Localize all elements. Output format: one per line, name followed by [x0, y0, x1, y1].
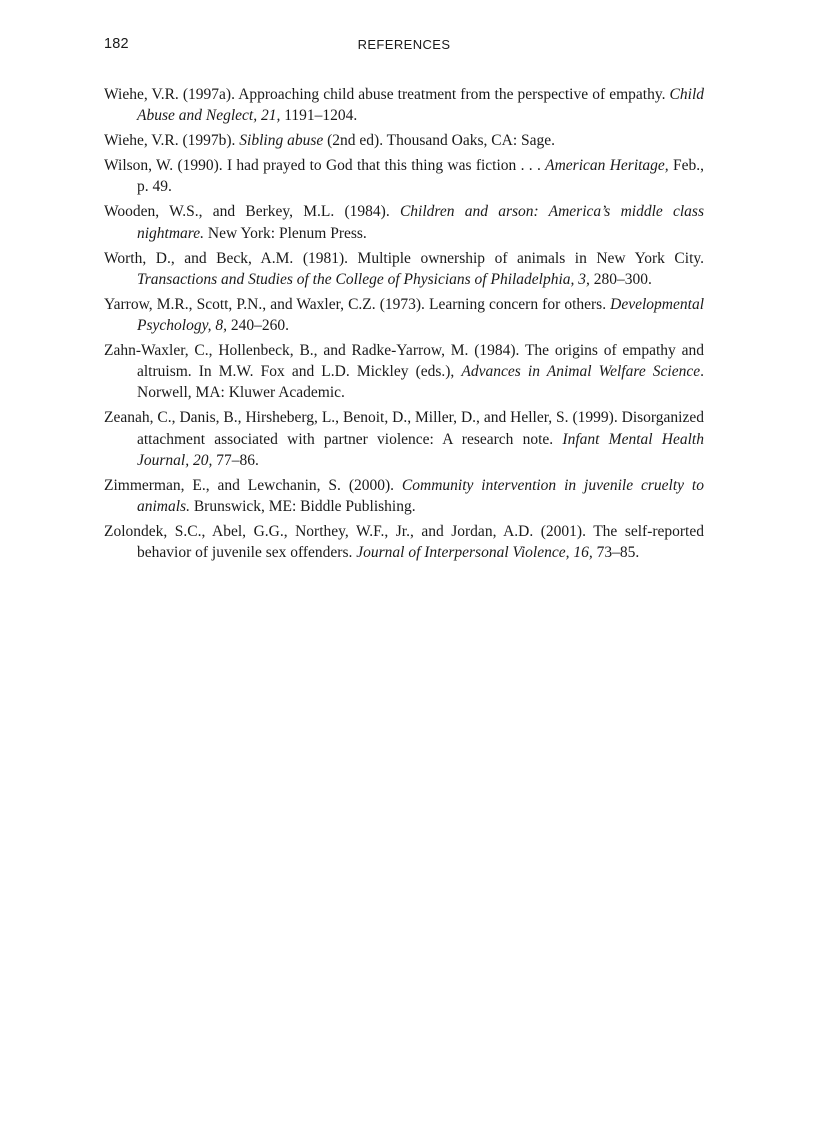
reference-entry [104, 407, 704, 471]
reference-source: Community intervention in juvenile cruelty to animals. [137, 476, 704, 516]
reference-source: Transactions and Studies of the College of Physicians of Philadelphia, 3, [137, 270, 590, 288]
reference-text: Worth, D., and Beck, A.M. (1981). Multiple ownership of animals in New York City. [104, 249, 704, 267]
reference-pages: 1191–1204. [280, 107, 358, 125]
reference-source: American Heritage, [545, 157, 669, 175]
reference-text: Wiehe, V.R. (1997a). Approaching child abuse treatment from the perspective of empathy. [104, 86, 670, 103]
page-header [104, 36, 704, 58]
reference-pages: 73–85. [592, 544, 640, 562]
reference-source: Advances in Animal Welfare Science [461, 363, 701, 381]
reference-text: Zahn-Waxler, C., Hollenbeck, B., and Radke-Yarrow, M. (1984). The origins of empathy and altruism. In M.W. Fox and L.D. Mickley (eds.), [104, 342, 704, 381]
running-head: REFERENCES [357, 37, 451, 52]
reference-entry [104, 201, 704, 243]
reference-entry [104, 294, 704, 336]
reference-entry [104, 340, 704, 404]
reference-pages: New York: Plenum Press. [204, 224, 367, 242]
reference-entry [104, 130, 704, 151]
reference-text: Yarrow, M.R., Scott, P.N., and Waxler, C.Z. (1973). Learning concern for others. [104, 295, 611, 313]
reference-source: Journal of Interpersonal Violence, 16, [356, 544, 593, 562]
reference-pages: 77–86. [212, 451, 259, 469]
reference-text: Zolondek, S.C., Abel, G.G., Northey, W.F., Jr., and Jordan, A.D. (2001). The self-reported behavior of juvenile sex offenders. [104, 523, 704, 562]
reference-entry [104, 84, 704, 126]
reference-pages: Brunswick, ME: Biddle Publishing. [189, 498, 416, 516]
reference-text: Wiehe, V.R. (1997b). [104, 132, 240, 150]
reference-text: Zimmerman, E., and Lewchanin, S. (2000). [104, 476, 402, 494]
reference-pages: 280–300. [589, 270, 652, 288]
reference-pages: (2nd ed). Thousand Oaks, CA: Sage. [323, 132, 556, 150]
reference-entry [104, 521, 704, 563]
reference-text: Wilson, W. (1990). I had prayed to God that this thing was fiction . . . [104, 157, 546, 175]
reference-entry [104, 248, 704, 290]
reference-pages: 240–260. [226, 317, 289, 335]
reference-source: Sibling abuse [239, 132, 324, 150]
reference-source: Child Abuse and Neglect, 21, [137, 86, 704, 125]
reference-source: Children and arson: America’s middle class nightmare. [137, 203, 704, 242]
reference-text: Wooden, W.S., and Berkey, M.L. (1984). [104, 203, 400, 221]
reference-entry [104, 475, 704, 517]
page-number: 182 [104, 36, 129, 52]
reference-list [104, 84, 704, 567]
reference-source: Developmental Psychology, 8, [137, 295, 704, 335]
reference-text: Zeanah, C., Danis, B., Hirsheberg, L., Benoit, D., Miller, D., and Heller, S. (1999). Disorganized attachment associated with partner violence: A research note. [104, 409, 704, 448]
reference-source: Infant Mental Health Journal, 20, [137, 430, 704, 469]
reference-pages: Feb., p. 49. [137, 157, 704, 196]
reference-pages: . Norwell, MA: Kluwer Academic. [137, 363, 704, 402]
reference-entry [104, 155, 704, 197]
